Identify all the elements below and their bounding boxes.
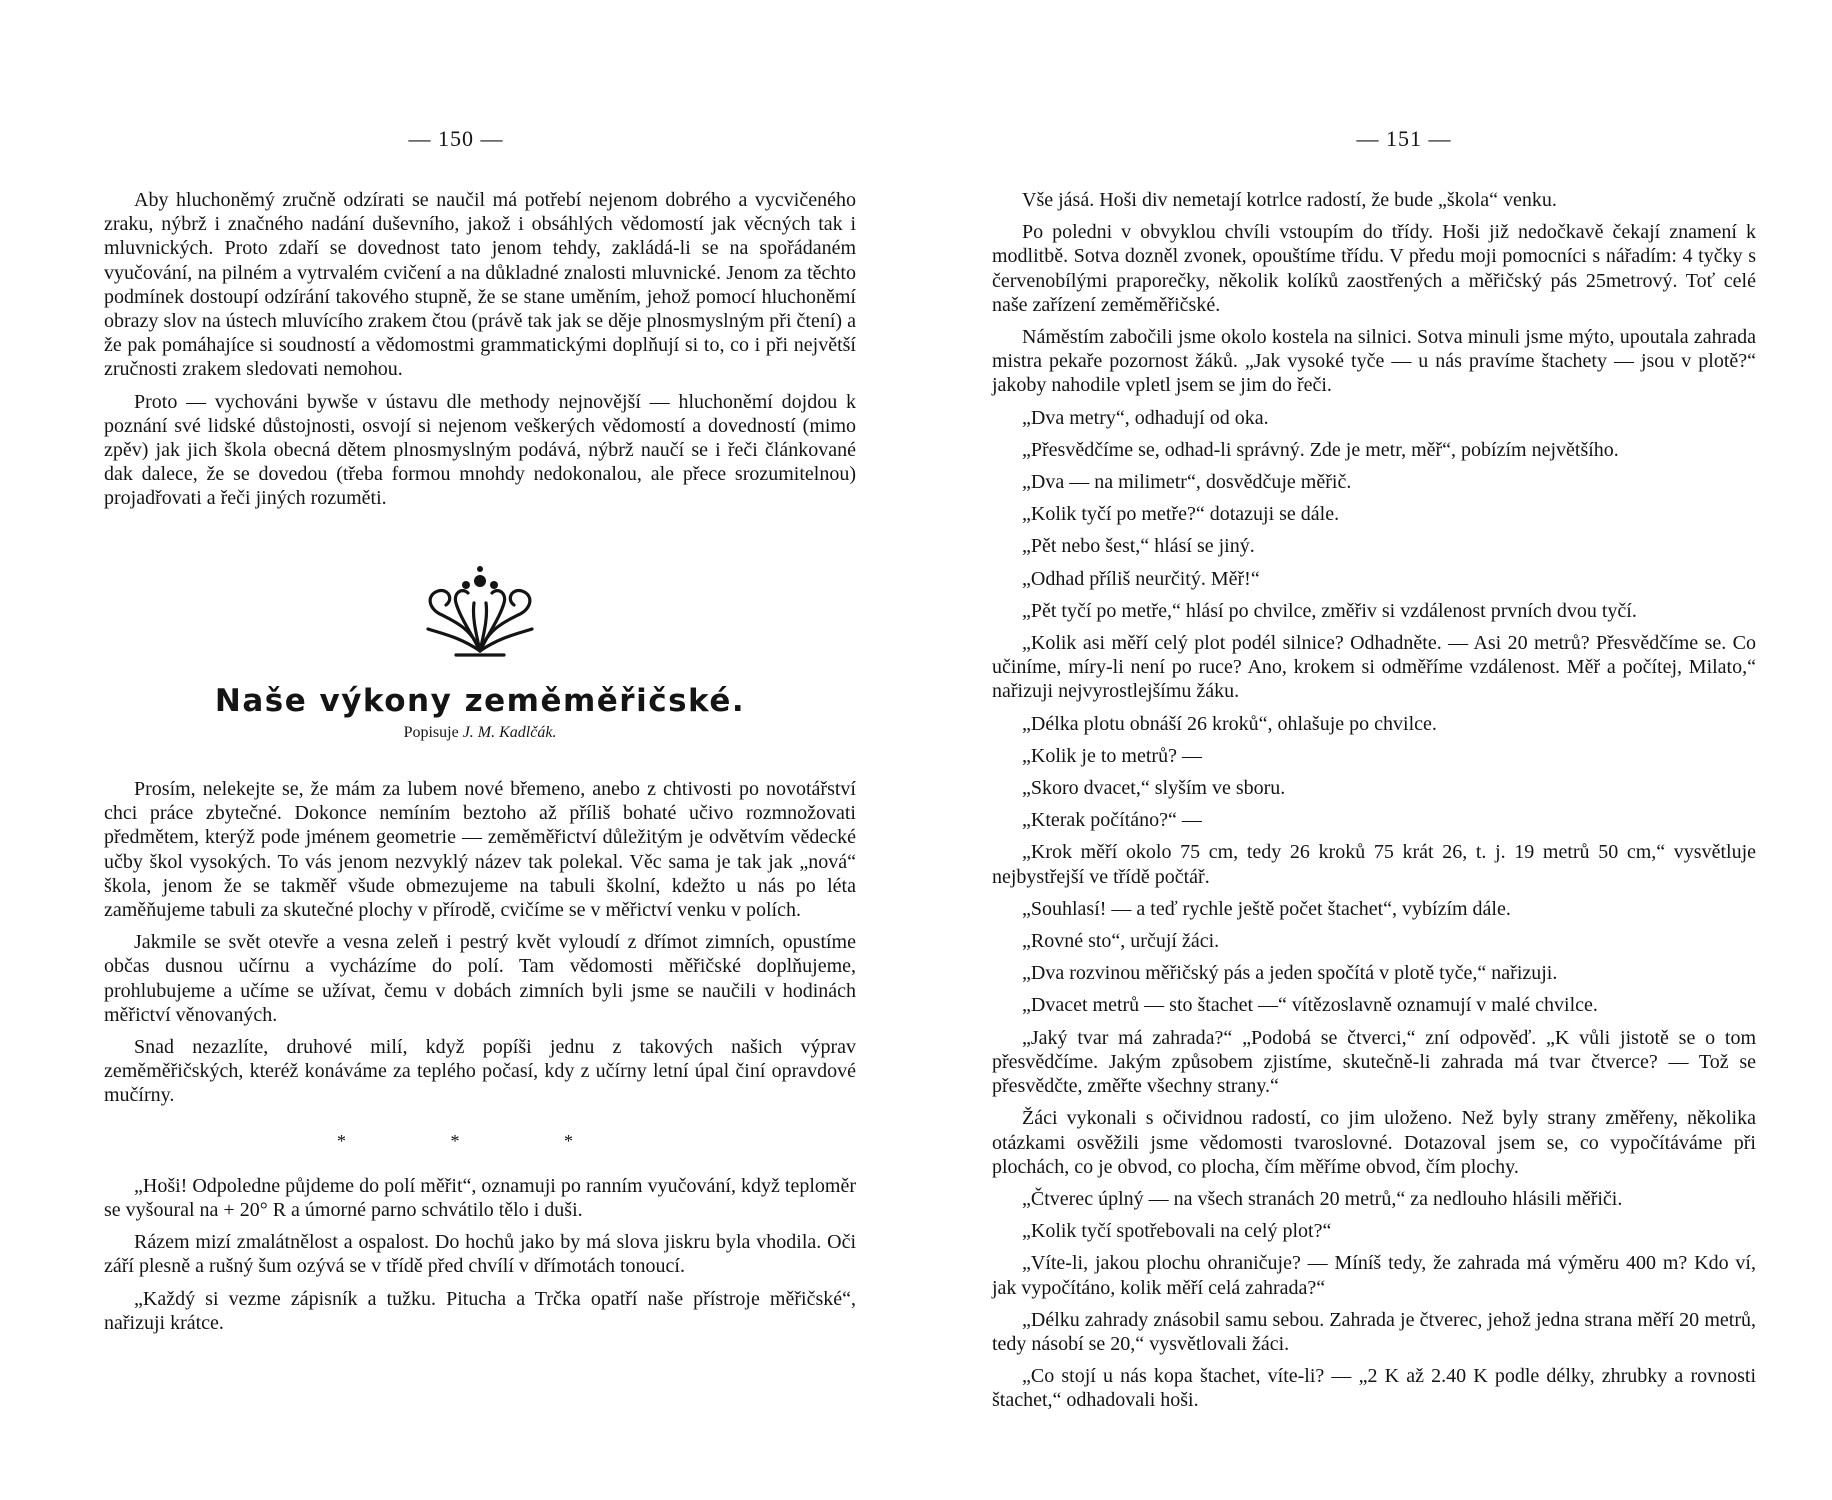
paragraph: „Přesvědčíme se, odhad-li správný. Zde je metr, měř“, pobízím největšího. bbox=[1022, 438, 1619, 461]
paragraph: Jakmile se svět otevře a vesna zeleň i pestrý květ vyloudí z dřímot zimních, opustíme občas dusnou učírnu a vycházíme do polí. Tam vědomosti měřičské doplňujeme, prohlubujeme a učíme se užívat, čemu v dobách zimních byli jsme se naučili v hodinách měřictví věnovaných. bbox=[104, 931, 856, 1026]
paragraph: Náměstím zabočili jsme okolo kostela na silnici. Sotva minuli jsme mýto, upoutala zahrada mistra pekaře pozornost žáků. „Jak vysoké tyče — u nás pravíme štachety — jsou v plotě?“ jakoby nahodile vpletl jsem se jim do řeči. bbox=[992, 326, 1756, 397]
paragraph: „Dva rozvinou měřičský pás a jeden spočítá v plotě tyče,“ nařizuji. bbox=[1022, 962, 1558, 985]
right-page bbox=[916, 0, 1832, 1500]
text-column bbox=[104, 188, 856, 1335]
paragraph: „Délku zahrady znásobil samu sebou. Zahrada je čtverec, jehož jedna strana měří 20 metrů, tedy násobí se 20,“ vysvětlovali žáci. bbox=[992, 1308, 1756, 1355]
paragraph: „Kolik asi měří celý plot podél silnice? Odhadněte. — Asi 20 metrů? Přesvědčíme se. Co učiníme, míry-li není po ruce? Ano, krokem si odměříme vzdálenost. Měř a počítej, Milato,“ nařizuji nejvyrostlejšímu žáku. bbox=[992, 632, 1756, 703]
paragraph: Po poledni v obvyklou chvíli vstoupím do třídy. Hoši již nedočkavě čekají znamení k modlitbě. Sotva dozněl zvonek, opouštíme třídu. V předu moji pomocníci s nářadím: 4 tyčky s červenobílými praporečky, několik kolíků zaostřených a měřičský pás 25metrový. Toť celé naše zařízení zeměměřičské. bbox=[992, 221, 1756, 316]
paragraph: „Kolik tyčí spotřebovali na celý plot?“ bbox=[1022, 1220, 1332, 1243]
paragraph: „Víte-li, jakou plochu ohraničuje? — Míníš tedy, že zahrada má výměru 400 m? Kdo ví, jak vypočítáno, kolik měří celá zahrada?“ bbox=[992, 1252, 1756, 1299]
paragraph: Rázem mizí zmalátnělost a ospalost. Do hochů jako by má slova jiskru byla vhodila. Oči září plesně a rušný šum ozývá se v třídě před chvílí v dřímotách tonoucí. bbox=[104, 1231, 856, 1278]
paragraph: Aby hluchoněmý zručně odzírati se naučil má potřebí nejenom dobrého a vycvičeného zraku, nýbrž i značného nadání duševního, jakož i obsáhlých vědomostí jak věcných tak i mluvnických. Proto zdaří se dovednost tato jenom tehdy, zakládá-li se na spořádaném vyučování, na pilném a vytrvalém cvičení a na důkladné znalosti mluvnické. Jenom za těchto podmínek dostoupí odzírání takového stupně, že se stane uměním, jehož pomocí hluchoněmí obrazy slov na ústech mluvícího zrakem čtou (právě tak jak se děje plnosmyslným při čtení) a že pak pomáhajíce si soudností a vědomostmi grammatickými doplňují si to, co i při největší zručnosti zrakem sledovati nemohou. bbox=[104, 189, 856, 381]
paragraph: „Hoši! Odpoledne půjdeme do polí měřit“, oznamuji po ranním vyučování, když teploměr se vyšoural na + 20° R a úmorné parno schvátilo tělo i duši. bbox=[104, 1174, 856, 1221]
paragraph: „Kolik je to metrů? — bbox=[1022, 744, 1202, 767]
byline-author: J. M. Kadlčák. bbox=[462, 723, 557, 741]
section-break-stars: * * * bbox=[337, 1130, 623, 1151]
text-column bbox=[992, 188, 1756, 1413]
paragraph: „Kterak počítáno?“ — bbox=[1022, 809, 1202, 832]
paragraph: „Jaký tvar má zahrada?“ „Podobá se čtverci,“ zní odpověď. „K vůli jistotě se o tom přesvědčíme. Jakým způsobem zjistíme, skutečně-li zahrada má tvar čtverce? — Tož se přesvědčte, změřte všechny strany.“ bbox=[992, 1026, 1756, 1098]
paragraph: Vše jásá. Hoši div nemetají kotrlce radostí, že bude „škola“ venku. bbox=[1022, 189, 1557, 211]
paragraph: „Dva — na milimetr“, dosvědčuje měřič. bbox=[1022, 471, 1352, 494]
page-number: — 151 — bbox=[1356, 126, 1452, 151]
byline bbox=[104, 721, 856, 745]
paragraph: „Dva metry“, odhadují od oka. bbox=[1022, 406, 1269, 429]
paragraph: „Odhad příliš neurčitý. Měř!“ bbox=[1022, 567, 1260, 590]
paragraph: „Kolik tyčí po metře?“ dotazuji se dále. bbox=[1022, 503, 1340, 526]
paragraph: „Pět tyčí po metře,“ hlásí po chvilce, změřiv si vzdálenost prvních dvou tyčí. bbox=[1022, 599, 1637, 622]
paragraph: „Rovné sto“, určují žáci. bbox=[1022, 930, 1220, 953]
paragraph: „Co stojí u nás kopa štachet, víte-li? — „2 K až 2.40 K podle délky, zhrubky a rovnosti štachet,“ odhadovali hoši. bbox=[992, 1365, 1756, 1412]
page-number: — 150 — bbox=[408, 126, 504, 151]
paragraph: „Dvacet metrů — sto štachet —“ vítězoslavně oznamují v malé chvilce. bbox=[1022, 994, 1598, 1017]
paragraph: „Délka plotu obnáší 26 kroků“, ohlašuje po chvilce. bbox=[1022, 712, 1437, 735]
paragraph: Žáci vykonali s očividnou radostí, co jim uloženo. Než byly strany změřeny, několika otázkami osvěžili jsme vědomosti tvaroslovné. Dotazoval jsem se, co vypočítáváme při plochách, co je obvod, co plocha, čím měříme obvod, čím plochy. bbox=[992, 1107, 1756, 1178]
paragraph: Prosím, nelekejte se, že mám za lubem nové břemeno, anebo z chtivosti po novotářství chci práce zbytečné. Dokonce nemíním beztoho až příliš bohaté učivo rozmnožovati předmětem, kterýž pode jménem geometrie — zeměměřictví důležitým je odvětvím vědecké učby škol vysokých. To vás jenom nezvyklý název tak polekal. Věc sama je tak jak „nová“ škola, jenom že se takměř všude obmezujeme na tabuli školní, kdežto u nás po léta zaměňujeme tabuli za skutečné plochy v přírodě, cvičíme se v měřictví venku v polích. bbox=[104, 778, 856, 922]
paragraph: „Krok měří okolo 75 cm, tedy 26 kroků 75 krát 26, t. j. 19 metrů 50 cm,“ vysvětluje nejbystřejší ve třídě počtář. bbox=[992, 841, 1756, 888]
paragraph: „Každý si vezme zápisník a tužku. Pitucha a Trčka opatří naše přístroje měřičské“, nařizuji krátce. bbox=[104, 1287, 856, 1334]
paragraph: „Pět nebo šest,“ hlásí se jiný. bbox=[1022, 535, 1255, 558]
paragraph: Snad nezazlíte, druhové milí, když popíši jednu z takových našich výprav zeměměřičských, kteréž konáváme za teplého počasí, kdy z učírny letní úpal činí opravdové mučírny. bbox=[104, 1036, 856, 1107]
paragraph: „Čtverec úplný — na všech stranách 20 metrů,“ za nedlouho hlásili měřiči. bbox=[1022, 1187, 1623, 1210]
byline-prefix: Popisuje bbox=[403, 723, 459, 741]
fleuron-ornament bbox=[420, 559, 540, 659]
paragraph: „Souhlasí! — a teď rychle ještě počet štachet“, vybízím dále. bbox=[1022, 897, 1511, 920]
article-title: Naše výkony zeměměřičské. bbox=[214, 682, 746, 719]
paragraph: „Skoro dvacet,“ slyším ve sboru. bbox=[1022, 777, 1286, 800]
paragraph: Proto — vychováni bywše v ústavu dle methody nejnovější — hluchoněmí dojdou k poznání své lidské důstojnosti, osvojí si nejenom veškerých vědomostí a dovedností (mimo zpěv) jak jich škola obecná dětem plnosmyslným podává, nýbrž naučí se i řeči článkované dak dalece, že se dovedou (třeba formou mnohdy nedokonalou, ale přece srozumitelnou) projadřovati a řeči jiných rozuměti. bbox=[104, 390, 856, 510]
